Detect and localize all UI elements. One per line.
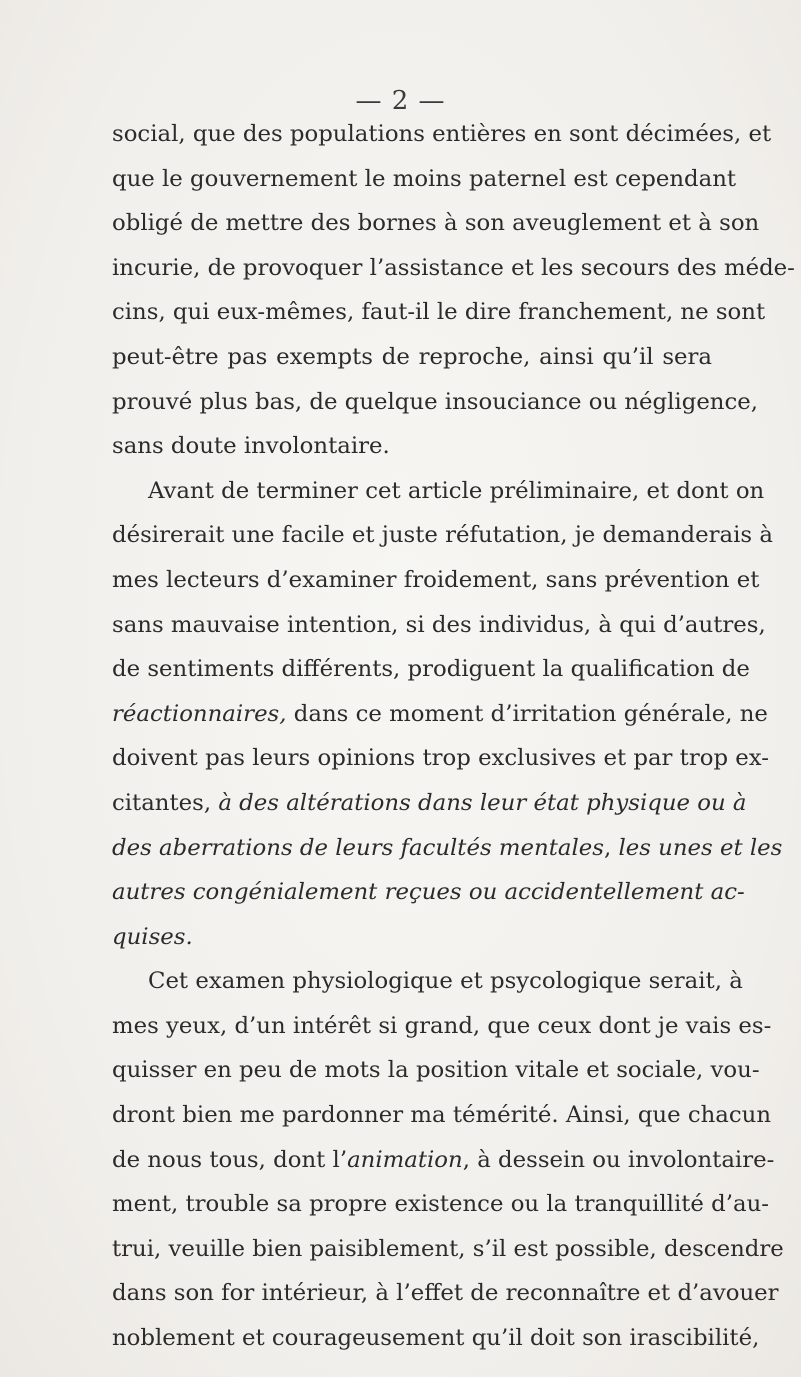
text-segment: prouvé plus bas, de quelque insouciance ou négligence, (112, 388, 758, 415)
text-segment: de nous tous, dont l’ (112, 1146, 348, 1173)
text-segment: Cet examen physiologique et psycologique serait, à (148, 968, 743, 995)
text-line (112, 380, 758, 425)
text-line (112, 246, 795, 291)
text-line (112, 1093, 772, 1138)
text-segment: que le gouvernement le moins paternel est cependant (112, 165, 737, 192)
text-line (112, 1316, 760, 1361)
italic-segment: autres congénialement reçues ou accidentellement ac- (112, 879, 745, 906)
text-line (112, 1227, 784, 1272)
text-segment: doivent pas leurs opinions trop exclusives et par trop ex- (112, 745, 769, 772)
italic-segment: les unes et les (618, 834, 783, 861)
text-line (112, 826, 783, 871)
text-segment: obligé de mettre des bornes à son aveuglement et à son (112, 210, 760, 237)
text-line (112, 424, 712, 469)
text-segment: , à dessein ou involontaire- (462, 1146, 775, 1173)
italic-segment: quises. (112, 923, 193, 950)
text-line (112, 1138, 775, 1183)
text-line (112, 513, 773, 558)
text-line (112, 915, 712, 960)
italic-segment: animation (347, 1146, 463, 1173)
text-line (112, 870, 745, 915)
text-line (112, 201, 760, 246)
text-segment: dans ce moment d’irritation générale, ne (286, 700, 768, 727)
text-line (112, 603, 766, 648)
text-segment: quisser en peu de mots la position vitale et sociale, vou- (112, 1057, 760, 1084)
text-line (112, 112, 772, 157)
text-segment: cins, qui eux-mêmes, faut-il le dire franchement, ne sont (112, 299, 766, 326)
text-segment: social, que des populations entières en sont décimées, et (112, 121, 772, 147)
text-segment: incurie, de provoquer l’assistance et les secours des méde- (112, 254, 795, 281)
text-line (112, 1048, 760, 1093)
text-segment: ment, trouble sa propre existence ou la tranquillité d’au- (112, 1191, 769, 1218)
text-line (112, 959, 743, 1004)
text-segment: mes lecteurs d’examiner froidement, sans prévention et (112, 566, 760, 593)
text-line (112, 1271, 779, 1316)
text-segment: noblement et courageusement qu’il doit son irascibilité, (112, 1325, 760, 1352)
text-segment: trui, veuille bien paisiblement, s’il est possible, descendre (112, 1235, 784, 1262)
page-number: — 2 — (355, 86, 446, 116)
text-segment: de sentiments différents, prodiguent la qualification de (112, 656, 750, 683)
text-line (112, 1182, 769, 1227)
body-text (112, 112, 795, 1361)
italic-segment: des aberrations de leurs facultés mentales (112, 834, 604, 861)
text-segment: mes yeux, d’un intérêt si grand, que ceux dont je vais es- (112, 1012, 772, 1039)
text-segment: sans doute involontaire. (112, 433, 390, 460)
text-line (112, 157, 737, 202)
text-segment: sans mauvaise intention, si des individus, à qui d’autres, (112, 611, 766, 638)
text-line (112, 692, 768, 737)
text-segment: dront bien me pardonner ma témérité. Ainsi, que chacun (112, 1102, 772, 1129)
text-line (112, 469, 765, 514)
text-line (112, 647, 750, 692)
text-segment: , (603, 834, 619, 861)
text-line (112, 736, 769, 781)
italic-segment: réactionnaires, (112, 700, 287, 727)
text-segment: citantes, (112, 789, 219, 816)
text-line (112, 781, 747, 826)
text-segment: peut-être pas exempts de reproche, ainsi qu’il sera (112, 343, 712, 370)
text-segment: Avant de terminer cet article préliminaire, et dont on (148, 477, 765, 504)
text-segment: désirerait une facile et juste réfutation, je demanderais à (112, 522, 773, 549)
text-line (112, 335, 712, 380)
text-line (112, 1004, 772, 1049)
text-segment: dans son for intérieur, à l’effet de reconnaître et d’avouer (112, 1280, 779, 1307)
text-line (112, 290, 766, 335)
text-line (112, 558, 760, 603)
italic-segment: à des altérations dans leur état physique ou à (218, 789, 747, 816)
